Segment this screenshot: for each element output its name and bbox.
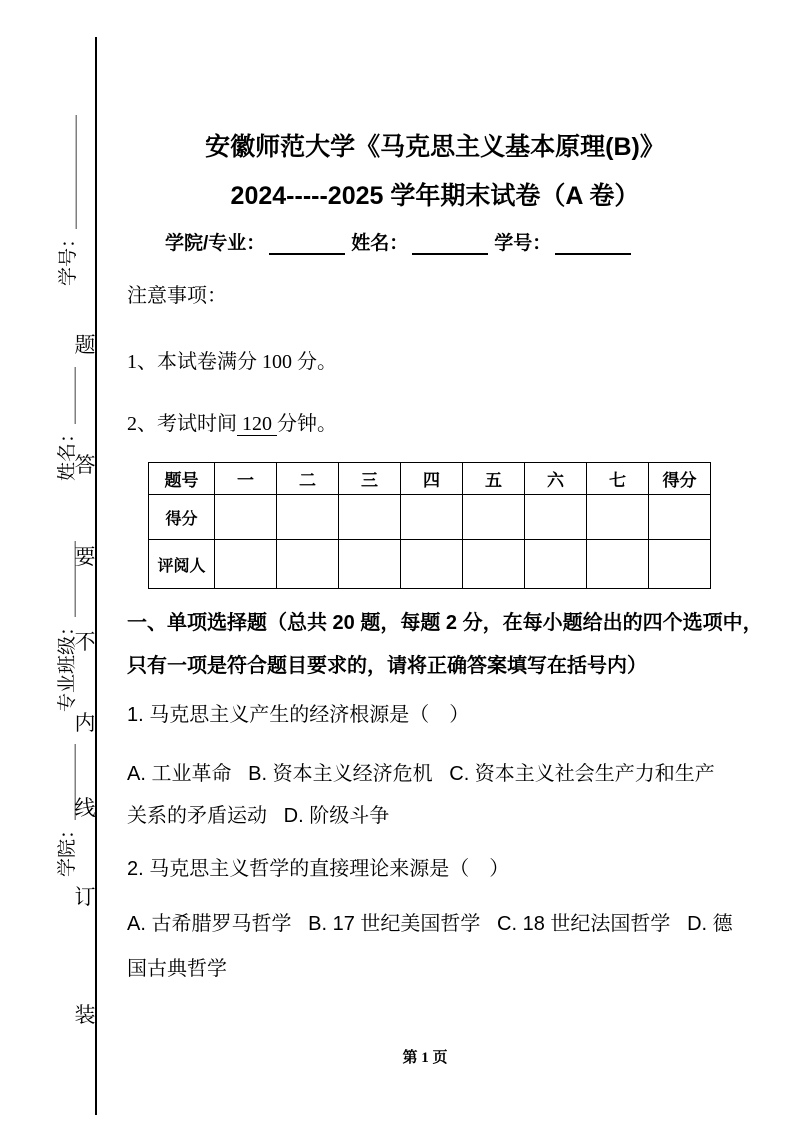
student-id-label: 学号： [494,233,552,254]
question-1-options-line-1: A. 工业革命 B. 资本主义经济危机 C. 资本主义社会生产力和生产 [127,763,715,785]
name-label: 姓名： [351,233,409,254]
reviewer-row [149,540,711,589]
student-id-blank [555,231,631,255]
binding-char: 订 [74,885,96,909]
sidebar-name-blank: ＿＿＿ [57,366,78,424]
binding-char: 线 [74,796,96,820]
notice-item-2 [127,411,337,437]
college-major-label: 学院/专业： [165,233,266,254]
score-cell [277,495,339,540]
score-table-header-cell: 六 [525,463,587,495]
score-cell [401,540,463,589]
score-cell [463,495,525,540]
score-table [148,462,711,589]
score-table-header-cell: 七 [587,463,649,495]
notice-item-1: 1、本试卷满分 100 分。 [127,351,337,373]
score-table-header-row [149,463,711,495]
score-table-header-cell: 三 [339,463,401,495]
question-2-options-line-1: A. 古希腊罗马哲学 B. 17 世纪美国哲学 C. 18 世纪法国哲学 D. 德 [127,913,733,935]
notice-heading: 注意事项： [127,285,227,307]
sidebar-name-label: 姓名： [57,423,78,481]
score-table-header-cell: 五 [463,463,525,495]
score-cell [649,540,711,589]
exam-title: 安徽师范大学《马克思主义基本原理(B)》 [205,133,665,161]
college-major-blank [269,231,345,255]
notice-item-2-prefix: 2、考试时间 [127,413,237,435]
reviewer-row-label: 评阅人 [149,540,215,589]
question-2-text: 2. 马克思主义哲学的直接理论来源是（ ） [127,858,510,880]
score-cell [587,495,649,540]
score-cell [339,495,401,540]
sidebar-field-class [29,540,78,731]
score-table-header-cell: 四 [401,463,463,495]
sidebar-field-name [29,366,78,500]
score-cell [525,540,587,589]
sidebar-class-label: 专业班级： [57,616,78,712]
exam-subtitle: 2024-----2025 学年期末试卷（A 卷） [230,182,640,210]
score-cell [525,495,587,540]
binding-line-rule [95,37,97,1115]
score-cell [339,540,401,589]
notice-item-2-suffix: 分钟。 [277,413,337,435]
score-cell [277,540,339,589]
question-2-options-line-2: 国古典哲学 [127,958,227,980]
student-info-row [165,228,637,255]
binding-char: 题 [74,333,96,357]
score-cell [215,540,277,589]
score-cell [587,540,649,589]
binding-char: 答 [74,453,96,477]
page-number: 第 1 页 [402,1050,448,1066]
name-blank [412,231,488,255]
exam-duration-value: 120 [237,413,277,435]
sidebar-student-id-label: 学号： [58,228,79,286]
section-heading-line-1: 一、单项选择题（总共 20 题，每题 2 分，在每小题给出的四个选项中， [127,612,763,634]
binding-char: 要 [74,545,96,569]
question-1-options-line-2: 关系的矛盾运动 D. 阶级斗争 [127,805,390,827]
question-1-text: 1. 马克思主义产生的经济根源是（ ） [127,704,470,726]
score-table-header-cell: 一 [215,463,277,495]
sidebar-college-blank: ＿＿＿＿ [57,743,78,820]
score-table-header-cell: 得分 [649,463,711,495]
score-cell [215,495,277,540]
sidebar-college-label: 学院： [57,819,78,877]
score-table-header-cell: 题号 [149,463,215,495]
score-cell [649,495,711,540]
score-row [149,495,711,540]
binding-char: 装 [74,1003,96,1027]
section-heading-line-2: 只有一项是符合题目要求的，请将正确答案填写在括号内） [127,655,647,677]
score-table-header-cell: 二 [277,463,339,495]
sidebar-field-student-id [30,114,79,305]
score-cell [463,540,525,589]
binding-char: 不 [74,630,96,654]
score-row-label: 得分 [149,495,215,540]
score-cell [401,495,463,540]
sidebar-student-id-blank: ＿＿＿＿＿＿ [58,114,79,229]
binding-char: 内 [74,711,96,735]
sidebar-field-college [29,743,78,896]
sidebar-class-blank: ＿＿＿＿ [57,540,78,617]
